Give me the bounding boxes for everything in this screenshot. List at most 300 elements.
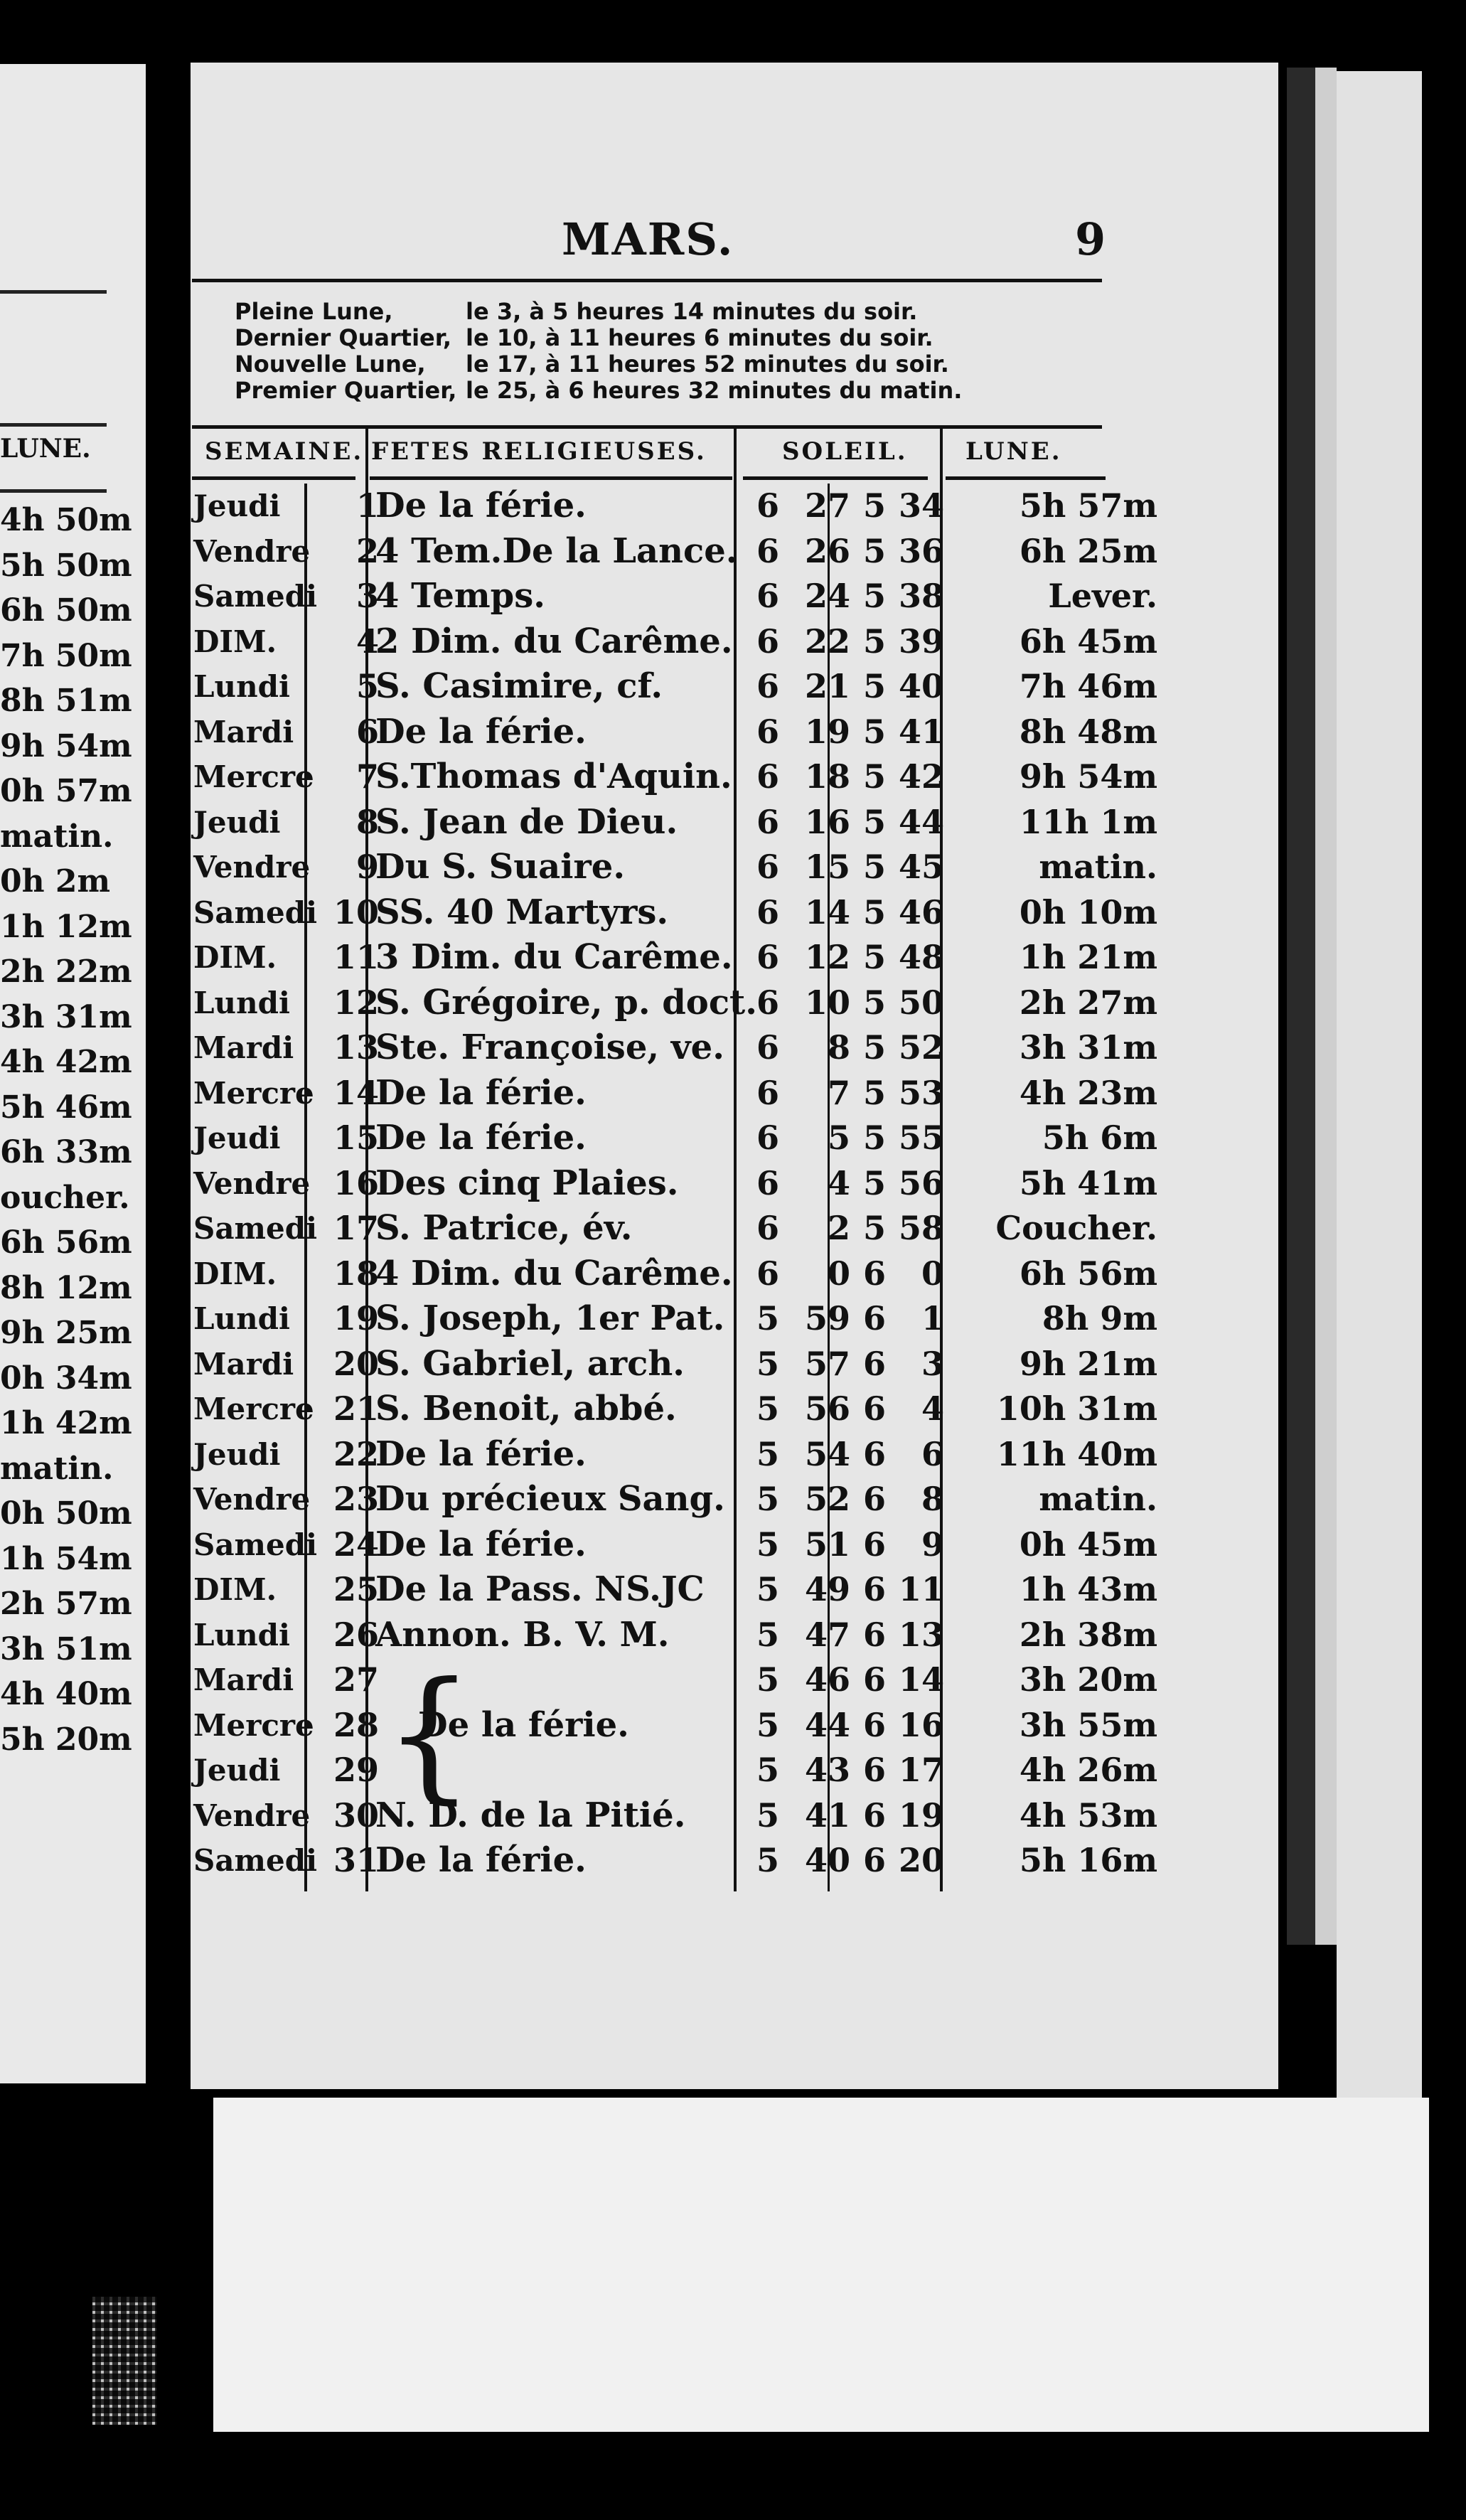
sunset-minute-cell: 46: [898, 892, 944, 931]
table-row: [191, 1838, 1157, 1884]
left-page-lune-entry: 1h 42m: [0, 1405, 132, 1441]
date-cell: 1: [355, 486, 379, 525]
sunrise-minute-cell: 49: [804, 1570, 850, 1608]
sunrise-minute-cell: 21: [804, 667, 850, 705]
moon-time-cell: 6h 45m: [1019, 621, 1157, 661]
sunrise-hour-cell: 5: [756, 1751, 779, 1789]
sunrise-minute-cell: 40: [804, 1841, 850, 1879]
moon-phase-label: Premier Quartier,: [235, 377, 457, 404]
sunset-hour-cell: 5: [862, 621, 886, 661]
feast-cell: 2 Dim. du Carême.: [375, 621, 733, 661]
sunset-hour-cell: 5: [862, 802, 886, 841]
left-page-rule: [0, 290, 107, 294]
left-page-lune-entry: oucher.: [0, 1179, 130, 1216]
month-title: MARS.: [562, 213, 734, 265]
sunrise-minute-cell: 57: [804, 1344, 850, 1383]
sunset-minute-cell: 14: [898, 1660, 944, 1699]
sunset-hour-cell: 5: [862, 712, 886, 751]
table-row: [191, 1025, 1157, 1071]
column-header-lune: LUNE.: [965, 437, 1062, 466]
feast-cell: 4 Dim. du Carême.: [375, 1253, 733, 1293]
sunrise-minute-cell: 5: [827, 1118, 850, 1157]
sunset-minute-cell: 6: [921, 1434, 944, 1473]
sunset-minute-cell: 53: [898, 1073, 944, 1112]
left-page-lune-entry: 0h 34m: [0, 1360, 132, 1397]
sunrise-hour-cell: 6: [756, 983, 779, 1022]
sunrise-hour-cell: 6: [756, 1254, 779, 1293]
sunset-minute-cell: 4: [921, 1389, 944, 1428]
date-cell: 6: [355, 712, 379, 751]
sunset-hour-cell: 5: [862, 577, 886, 615]
sunset-minute-cell: 56: [898, 1163, 944, 1202]
moon-time-cell: 11h 40m: [996, 1434, 1157, 1473]
feast-cell: S. Joseph, 1er Pat.: [375, 1298, 725, 1338]
table-row: [191, 710, 1157, 755]
sunrise-hour-cell: 6: [756, 1118, 779, 1157]
sunset-minute-cell: 0: [921, 1254, 944, 1293]
sunset-hour-cell: 6: [862, 1344, 886, 1383]
date-cell: 12: [333, 983, 379, 1022]
moon-time-cell: 10h 31m: [996, 1389, 1157, 1428]
table-row: [191, 754, 1157, 800]
left-page-lune-entry: matin.: [0, 818, 114, 855]
sunrise-minute-cell: 2: [827, 1209, 850, 1247]
moon-time-cell: 3h 31m: [1019, 1028, 1157, 1067]
weekday-cell: Jeudi: [193, 1436, 281, 1472]
sunrise-hour-cell: 6: [756, 892, 779, 931]
sunrise-minute-cell: 7: [827, 1073, 850, 1112]
left-page-lune-entry: 8h 51m: [0, 683, 132, 719]
date-cell: 15: [333, 1118, 379, 1157]
weekday-cell: Mercre: [193, 1392, 314, 1426]
feast-cell: S. Patrice, év.: [375, 1208, 633, 1248]
moon-time-cell: Lever.: [1048, 577, 1157, 615]
feast-cell: De la Pass. NS.JC: [375, 1569, 705, 1609]
left-page-lune-entry: 4h 40m: [0, 1676, 132, 1712]
sunrise-hour-cell: 6: [756, 531, 779, 570]
sunset-hour-cell: 5: [862, 848, 886, 886]
table-row: [191, 1477, 1157, 1522]
sunset-hour-cell: 5: [862, 486, 886, 525]
moon-time-cell: 9h 54m: [1019, 757, 1157, 796]
table-row: [191, 529, 1157, 575]
sunset-minute-cell: 16: [898, 1705, 944, 1744]
sunrise-minute-cell: 22: [804, 621, 850, 661]
left-page-lune-entry: 8h 12m: [0, 1269, 132, 1306]
moon-phase-text: le 3, à 5 heures 14 minutes du soir.: [466, 298, 918, 325]
weekday-cell: Jeudi: [193, 1121, 281, 1155]
table-row: [191, 1703, 1157, 1748]
weekday-cell: Vendre: [193, 1482, 311, 1517]
weekday-cell: Mercre: [193, 1075, 314, 1111]
sunrise-hour-cell: 6: [756, 667, 779, 705]
moon-time-cell: 8h 9m: [1042, 1299, 1157, 1338]
sunrise-minute-cell: 18: [804, 757, 850, 796]
sunrise-minute-cell: 44: [804, 1705, 850, 1744]
date-cell: 28: [333, 1705, 379, 1744]
moon-phase-text: le 25, à 6 heures 32 minutes du matin.: [466, 377, 963, 404]
feast-cell: De la férie.: [375, 1840, 587, 1880]
sunrise-minute-cell: 8: [827, 1028, 850, 1067]
weekday-cell: DIM.: [193, 1256, 277, 1291]
sunrise-hour-cell: 6: [756, 848, 779, 886]
left-page-rule: [0, 423, 107, 427]
moon-time-cell: 0h 45m: [1019, 1525, 1157, 1564]
moon-time-cell: 2h 38m: [1019, 1615, 1157, 1654]
sunset-minute-cell: 17: [898, 1751, 944, 1789]
date-cell: 25: [333, 1570, 379, 1608]
left-page-lune-entry: 6h 56m: [0, 1224, 132, 1261]
left-page-lune-entry: 9h 25m: [0, 1315, 132, 1351]
sunset-hour-cell: 5: [862, 757, 886, 796]
moon-time-cell: 4h 53m: [1019, 1795, 1157, 1835]
date-cell: 22: [333, 1434, 379, 1473]
date-cell: 10: [333, 892, 379, 931]
sunset-hour-cell: 5: [862, 1073, 886, 1112]
left-page-lune-entry: 0h 2m: [0, 863, 111, 899]
moon-time-cell: 6h 25m: [1019, 531, 1157, 570]
sunset-minute-cell: 1: [921, 1299, 944, 1338]
date-cell: 24: [333, 1525, 379, 1564]
moon-time-cell: 5h 6m: [1042, 1118, 1157, 1157]
sunset-hour-cell: 6: [862, 1615, 886, 1654]
sunset-minute-cell: 52: [898, 1028, 944, 1067]
left-page-lune-column: [0, 498, 132, 1762]
left-page-lune-entry: 3h 31m: [0, 998, 132, 1035]
sunrise-hour-cell: 5: [756, 1660, 779, 1699]
date-cell: 3: [355, 577, 379, 615]
moon-phase-label: Dernier Quartier,: [235, 324, 451, 351]
sunrise-hour-cell: 5: [756, 1389, 779, 1428]
table-row: [191, 1613, 1157, 1658]
weekday-cell: DIM.: [193, 624, 277, 659]
sunrise-minute-cell: 56: [804, 1389, 850, 1428]
feast-cell: De la férie.: [375, 1118, 587, 1158]
moon-time-cell: 3h 55m: [1019, 1705, 1157, 1744]
sunrise-hour-cell: 6: [756, 1073, 779, 1112]
feast-cell: Du S. Suaire.: [375, 847, 626, 887]
sunset-minute-cell: 45: [898, 848, 944, 886]
sunrise-hour-cell: 6: [756, 938, 779, 976]
sunrise-minute-cell: 12: [804, 938, 850, 976]
table-row: [191, 1206, 1157, 1251]
sunrise-hour-cell: 6: [756, 1209, 779, 1247]
feast-cell: 4 Temps.: [375, 576, 545, 616]
sunset-minute-cell: 40: [898, 667, 944, 705]
sunset-hour-cell: 6: [862, 1254, 886, 1293]
sunrise-hour-cell: 5: [756, 1570, 779, 1608]
table-row: [191, 1342, 1157, 1387]
sunset-minute-cell: 55: [898, 1118, 944, 1157]
sunset-minute-cell: 38: [898, 577, 944, 615]
table-row: [191, 1116, 1157, 1161]
left-page-lune-entry: 1h 12m: [0, 908, 132, 945]
table-row: [191, 1567, 1157, 1613]
header-bottom-rule: [192, 476, 355, 480]
sunrise-minute-cell: 46: [804, 1660, 850, 1699]
weekday-cell: Samedi: [193, 1843, 318, 1878]
sunrise-hour-cell: 5: [756, 1344, 779, 1383]
table-row: [191, 1657, 1157, 1703]
weekday-cell: Lundi: [193, 985, 290, 1020]
calendar-table: [191, 484, 1157, 1884]
weekday-cell: Mardi: [193, 1030, 294, 1065]
feast-cell: S. Gabriel, arch.: [375, 1343, 685, 1384]
sunrise-hour-cell: 5: [756, 1795, 779, 1835]
feast-cell: S. Casimire, cf.: [375, 666, 663, 706]
sunrise-hour-cell: 5: [756, 1615, 779, 1654]
sunrise-hour-cell: 6: [756, 1163, 779, 1202]
weekday-cell: Lundi: [193, 1301, 290, 1336]
sunset-minute-cell: 13: [898, 1615, 944, 1654]
sunset-minute-cell: 58: [898, 1209, 944, 1247]
page-edge: [1315, 68, 1337, 1945]
moon-time-cell: 1h 21m: [1019, 938, 1157, 976]
table-row: [191, 1296, 1157, 1342]
brace: {: [384, 1652, 475, 1817]
date-cell: 18: [333, 1254, 379, 1293]
date-cell: 5: [355, 667, 379, 705]
weekday-cell: Mercre: [193, 759, 314, 794]
table-row: [191, 1522, 1157, 1568]
weekday-cell: Samedi: [193, 895, 318, 930]
moon-time-cell: 4h 23m: [1019, 1073, 1157, 1112]
moon-time-cell: Coucher.: [995, 1209, 1157, 1247]
column-header-fetes: FETES RELIGIEUSES.: [371, 437, 707, 466]
sunrise-minute-cell: 14: [804, 892, 850, 931]
weekday-cell: Vendre: [193, 1798, 311, 1833]
sunrise-minute-cell: 24: [804, 577, 850, 615]
header-bottom-rule: [370, 476, 732, 480]
sunset-hour-cell: 5: [862, 1028, 886, 1067]
table-row: [191, 935, 1157, 981]
sunset-hour-cell: 6: [862, 1299, 886, 1338]
sunrise-hour-cell: 5: [756, 1299, 779, 1338]
table-row: [191, 1387, 1157, 1432]
date-cell: 30: [333, 1795, 379, 1835]
feast-cell: 3 Dim. du Carême.: [375, 937, 733, 977]
feast-cell: SS. 40 Martyrs.: [375, 892, 669, 932]
moon-time-cell: 6h 56m: [1019, 1254, 1157, 1293]
left-page-lune-entry: 4h 50m: [0, 502, 132, 538]
sunset-hour-cell: 5: [862, 667, 886, 705]
sunrise-hour-cell: 5: [756, 1434, 779, 1473]
sunset-hour-cell: 5: [862, 892, 886, 931]
table-row: [191, 664, 1157, 710]
sunrise-hour-cell: 5: [756, 1841, 779, 1879]
feast-cell: S. Benoit, abbé.: [375, 1389, 677, 1429]
left-page-lune-entry: 2h 22m: [0, 954, 132, 990]
date-cell: 19: [333, 1299, 379, 1338]
feast-cell: N. D. de la Pitié.: [375, 1795, 686, 1835]
sunrise-minute-cell: 27: [804, 486, 850, 525]
weekday-cell: Jeudi: [193, 1753, 281, 1788]
left-page-lune-entry: 1h 54m: [0, 1540, 132, 1577]
date-cell: 8: [355, 802, 379, 841]
page-number: 9: [1075, 213, 1106, 265]
weekday-cell: Mardi: [193, 1346, 294, 1382]
moon-time-cell: 3h 20m: [1019, 1660, 1157, 1699]
column-header-semaine: SEMAINE.: [205, 437, 364, 466]
header-top-rule: [192, 425, 1102, 429]
header-bottom-rule: [743, 476, 928, 480]
feast-cell: Des cinq Plaies.: [375, 1163, 679, 1203]
feast-cell: Ste. Françoise, ve.: [375, 1027, 724, 1067]
moon-time-cell: 2h 27m: [1019, 983, 1157, 1022]
moon-phase-text: le 17, à 11 heures 52 minutes du soir.: [466, 351, 949, 378]
sunrise-hour-cell: 6: [756, 757, 779, 796]
page-edge-dark: [1287, 68, 1315, 1945]
weekday-cell: Vendre: [193, 1165, 311, 1201]
page-edge: [1337, 71, 1422, 2432]
sunrise-hour-cell: 5: [756, 1525, 779, 1564]
sunrise-hour-cell: 6: [756, 712, 779, 751]
textile-pattern: [92, 2297, 156, 2425]
weekday-cell: Samedi: [193, 579, 318, 614]
date-cell: 7: [355, 757, 379, 796]
sunrise-hour-cell: 6: [756, 577, 779, 615]
sunrise-hour-cell: 6: [756, 621, 779, 661]
sunset-minute-cell: 41: [898, 712, 944, 751]
table-row: [191, 845, 1157, 890]
sunrise-minute-cell: 26: [804, 531, 850, 570]
date-cell: 26: [333, 1615, 379, 1654]
date-cell: 29: [333, 1751, 379, 1789]
moon-time-cell: 5h 16m: [1019, 1841, 1157, 1879]
column-header-soleil: SOLEIL.: [782, 437, 908, 466]
weekday-cell: Jeudi: [193, 488, 281, 523]
table-row: [191, 1071, 1157, 1116]
sunset-hour-cell: 6: [862, 1434, 886, 1473]
left-page-header: LUNE.: [0, 434, 91, 464]
weekday-cell: Samedi: [193, 1211, 318, 1246]
sunset-hour-cell: 6: [862, 1705, 886, 1744]
weekday-cell: Mardi: [193, 1662, 294, 1697]
feast-cell: De la férie.: [375, 1524, 587, 1564]
left-page-rule: [0, 489, 107, 493]
sunset-minute-cell: 9: [921, 1525, 944, 1564]
table-row: [191, 574, 1157, 619]
sunset-minute-cell: 48: [898, 938, 944, 976]
left-page-lune-entry: 3h 51m: [0, 1630, 132, 1667]
underlying-page: [213, 2098, 1429, 2432]
sunset-hour-cell: 6: [862, 1795, 886, 1835]
feast-cell: De la férie.: [375, 1072, 587, 1113]
left-page-lune-entry: 9h 54m: [0, 727, 132, 764]
weekday-cell: Vendre: [193, 533, 311, 569]
weekday-cell: DIM.: [193, 940, 277, 975]
sunset-hour-cell: 5: [862, 983, 886, 1022]
left-page-lune-entry: 4h 42m: [0, 1044, 132, 1080]
left-page-lune-entry: 6h 33m: [0, 1134, 132, 1170]
sunrise-minute-cell: 54: [804, 1434, 850, 1473]
table-row: [191, 1251, 1157, 1297]
date-cell: 17: [333, 1209, 379, 1247]
weekday-cell: Jeudi: [193, 804, 281, 840]
left-page-lune-entry: 0h 50m: [0, 1495, 132, 1532]
left-page-lune-entry: 5h 50m: [0, 547, 132, 584]
moon-time-cell: matin.: [1039, 848, 1157, 886]
sunrise-minute-cell: 10: [804, 983, 850, 1022]
sunrise-hour-cell: 6: [756, 1028, 779, 1067]
weekday-cell: DIM.: [193, 1572, 277, 1607]
sunrise-minute-cell: 16: [804, 802, 850, 841]
left-page-lune-entry: matin.: [0, 1450, 114, 1487]
date-cell: 21: [333, 1389, 379, 1428]
sunrise-minute-cell: 51: [804, 1525, 850, 1564]
feast-cell: Annon. B. V. M.: [375, 1614, 670, 1655]
sunset-hour-cell: 6: [862, 1389, 886, 1428]
date-cell: 9: [355, 848, 379, 886]
sunset-hour-cell: 5: [862, 531, 886, 570]
sunset-hour-cell: 6: [862, 1570, 886, 1608]
sunset-hour-cell: 6: [862, 1480, 886, 1518]
table-row: [191, 981, 1157, 1026]
date-cell: 23: [333, 1480, 379, 1518]
sunset-minute-cell: 11: [898, 1570, 944, 1608]
sunrise-minute-cell: 19: [804, 712, 850, 751]
moon-time-cell: 0h 10m: [1019, 892, 1157, 931]
feast-cell: S. Grégoire, p. doct.: [375, 982, 757, 1023]
sunset-hour-cell: 6: [862, 1841, 886, 1879]
left-page-lune-entry: 5h 20m: [0, 1721, 132, 1758]
sunset-hour-cell: 5: [862, 938, 886, 976]
sunset-minute-cell: 8: [921, 1480, 944, 1518]
feast-cell: S. Jean de Dieu.: [375, 801, 678, 842]
date-cell: 20: [333, 1344, 379, 1383]
moon-phase-label: Nouvelle Lune,: [235, 351, 426, 378]
sunrise-minute-cell: 41: [804, 1795, 850, 1835]
moon-time-cell: 1h 43m: [1019, 1570, 1157, 1608]
left-page-lune-entry: 6h 50m: [0, 592, 132, 629]
sunset-minute-cell: 36: [898, 531, 944, 570]
moon-time-cell: 9h 21m: [1019, 1344, 1157, 1383]
sunrise-hour-cell: 5: [756, 1705, 779, 1744]
moon-time-cell: 7h 46m: [1019, 667, 1157, 705]
date-cell: 31: [333, 1841, 379, 1879]
sunset-minute-cell: 20: [898, 1841, 944, 1879]
table-row: [191, 619, 1157, 665]
table-row: [191, 800, 1157, 845]
sunset-minute-cell: 44: [898, 802, 944, 841]
feast-cell: 4 Tem.De la Lance.: [375, 530, 738, 571]
date-cell: 27: [333, 1660, 379, 1699]
moon-phase-label: Pleine Lune,: [235, 298, 393, 325]
sunset-minute-cell: 3: [921, 1344, 944, 1383]
weekday-cell: Mardi: [193, 714, 294, 749]
sunset-hour-cell: 6: [862, 1525, 886, 1564]
sunrise-minute-cell: 47: [804, 1615, 850, 1654]
title-rule: [192, 279, 1102, 282]
moon-phase-text: le 10, à 11 heures 6 minutes du soir.: [466, 324, 933, 351]
sunrise-minute-cell: 52: [804, 1480, 850, 1518]
weekday-cell: Samedi: [193, 1527, 318, 1562]
sunset-minute-cell: 42: [898, 757, 944, 796]
table-row: [191, 1432, 1157, 1478]
table-row: [191, 1161, 1157, 1207]
left-page-lune-entry: 2h 57m: [0, 1586, 132, 1622]
date-cell: 11: [333, 938, 379, 976]
sunset-hour-cell: 6: [862, 1660, 886, 1699]
moon-time-cell: 11h 1m: [1019, 802, 1157, 841]
weekday-cell: Lundi: [193, 1617, 290, 1653]
sunrise-hour-cell: 6: [756, 486, 779, 525]
feast-cell: De la férie.: [375, 711, 587, 752]
sunset-minute-cell: 39: [898, 621, 944, 661]
moon-time-cell: matin.: [1039, 1480, 1157, 1518]
table-row: [191, 484, 1157, 529]
left-page-lune-entry: 5h 46m: [0, 1089, 132, 1126]
